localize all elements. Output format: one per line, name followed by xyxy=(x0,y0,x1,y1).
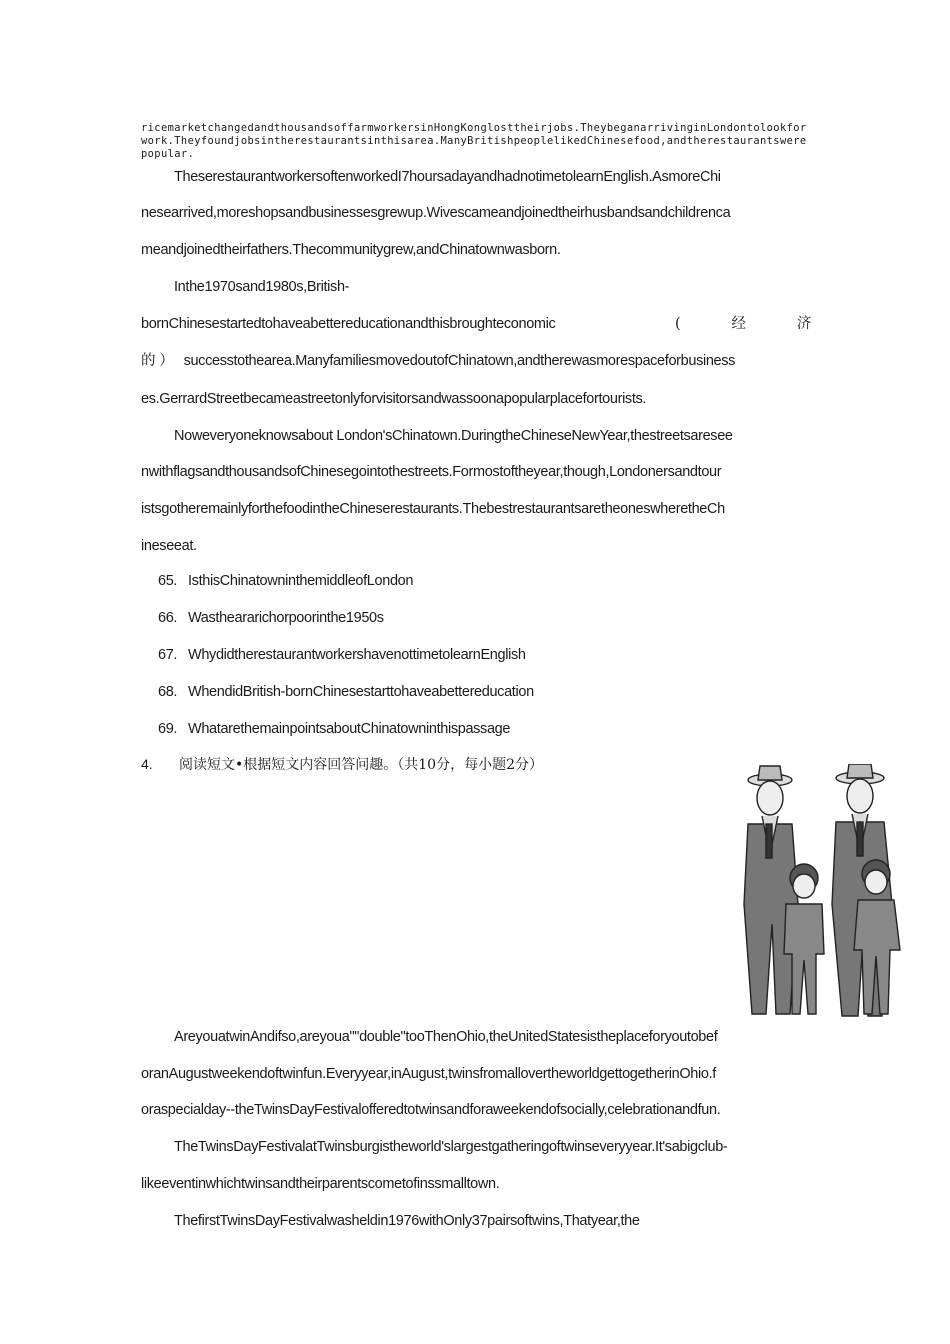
question-text: WhatarethemainpointsaboutChinatowninthispassage xyxy=(188,721,511,737)
paragraph-line xyxy=(141,351,811,371)
question-number: 68. xyxy=(158,684,178,700)
paragraph-line: Noweveryoneknowsabout London'sChinatown.DuringtheChineseNewYear,thestreetsaresee xyxy=(174,428,733,444)
paragraph-line: TheserestaurantworkersoftenworkedI7hoursadayandhadnotimetolearnEnglish.AsmoreChi xyxy=(174,169,721,185)
paragraph-line: ThefirstTwinsDayFestivalwasheldin1976withOnly37pairsoftwins,Thatyear,the xyxy=(174,1213,640,1229)
paragraph-line-justified xyxy=(141,314,811,334)
question-text: IsthisChinatowninthemiddleofLondon xyxy=(188,573,414,589)
chinese-char: 经 xyxy=(731,316,746,332)
paragraph-line: TheTwinsDayFestivalatTwinsburgistheworld'slargestgatheringoftwinseveryyear.It'sabigclub- xyxy=(174,1139,728,1155)
question-number: 69. xyxy=(158,721,178,737)
paragraph-line: Inthe1970sand1980s,British- xyxy=(174,279,350,295)
paragraph-line: istsgotheremainlyforthefoodintheChineserestaurants.ThebestrestaurantsaretheoneswheretheCh xyxy=(141,501,725,517)
paren-open: ( xyxy=(675,316,681,332)
paragraph-line: likeeventinwhichtwinsandtheirparentscometofinssmalltown. xyxy=(141,1176,500,1192)
question-item xyxy=(158,573,413,589)
question-item xyxy=(158,610,384,626)
paragraph-line: nesearrived,moreshopsandbusinessesgrewup.Wivescameandjoinedtheirhusbandsandchildrenca xyxy=(141,205,731,221)
chinese-gloss-end: 的 ） xyxy=(141,353,174,369)
paragraph-text: bornChinesestartedtohaveabettereducationandthisbroughteconomic xyxy=(141,316,556,332)
paragraph-line: oraspecialday--theTwinsDayFestivalofferedtotwinsandforaweekendofsocially,celebrationandfun. xyxy=(141,1102,721,1118)
question-number: 66. xyxy=(158,610,178,626)
passage-intro-text: ricemarketchangedandthousandsoffarmworkersinHongKonglosttheirjobs.TheybeganarrivinginLondontolookforwork.Theyfoundjobsintherestaurantsinthisarea.ManyBritishpeoplelikedChinesefood,andtherestaurantswerepopular. xyxy=(141,122,807,160)
question-text: WhydidtherestaurantworkershavenottimetolearnEnglish xyxy=(188,647,526,663)
paragraph-line: meandjoinedtheirfathers.Thecommunitygrew,andChinatownwasborn. xyxy=(141,242,561,258)
question-text: Wastheararichorpoorinthe1950s xyxy=(188,610,384,626)
section-instructions: 阅读短文•根据短文内容回答问趣。（共10分，每小题2分） xyxy=(179,757,543,773)
paragraph-line: ineseeat. xyxy=(141,538,197,554)
question-item xyxy=(158,721,510,737)
question-text: WhendidBritish-bornChinesestarttohaveabettereducation xyxy=(188,684,534,700)
chinese-char: 济 xyxy=(796,316,811,332)
twins-illustration xyxy=(732,764,922,1026)
question-item xyxy=(158,647,526,663)
paragraph-text: successtothearea.ManyfamiliesmovedoutofChinatown,andtherewasmorespaceforbusiness xyxy=(183,353,736,369)
question-number: 67. xyxy=(158,647,178,663)
paragraph-line: AreyouatwinAndifso,areyoua""double"tooThenOhio,theUnitedStatesistheplaceforyoutobef xyxy=(174,1029,718,1045)
question-number: 65. xyxy=(158,573,178,589)
section-heading xyxy=(141,754,543,774)
paragraph-line: oranAugustweekendoftwinfun.Everyyear,inAugust,twinsfromallovertheworldgettogetherinOhio.f xyxy=(141,1066,716,1082)
paragraph-line: es.GerrardStreetbecameastreetonlyforvisitorsandwassoonapopularplacefortourists. xyxy=(141,391,647,407)
paragraph-line: nwithflagsandthousandsofChinesegointothestreets.Formostoftheyear,though,Londonersandtour xyxy=(141,464,722,480)
question-item xyxy=(158,684,534,700)
section-number: 4. xyxy=(141,756,153,772)
